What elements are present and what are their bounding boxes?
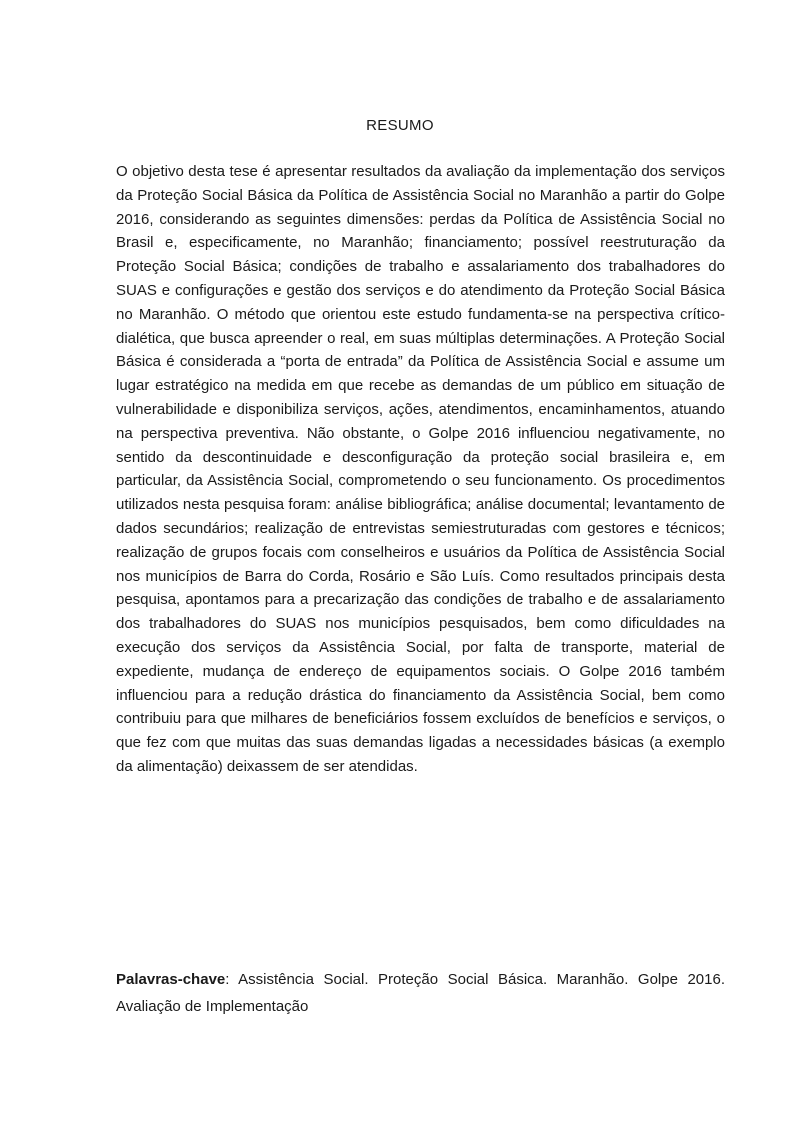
keywords-paragraph bbox=[116, 967, 725, 1020]
abstract-paragraph: O objetivo desta tese é apresentar resultados da avaliação da implementação dos serviços da Proteção Social Básica da Política de Assistência Social no Maranhão a partir do Golpe 2016, considerando as seguintes dimensões: perdas da Política de Assistência Social no Brasil e, especificamente, no Maranhão; financiamento; possível reestruturação da Proteção Social Básica; condições de trabalho e assalariamento dos trabalhadores do SUAS e configurações e gestão dos serviços e do atendimento da Proteção Social Básica no Maranhão. O método que orientou este estudo fundamenta-se na perspectiva crítico-dialética, que busca apreender o real, em suas múltiplas determinações. A Proteção Social Básica é considerada a “porta de entrada” da Política de Assistência Social e assume um lugar estratégico na medida em que recebe as demandas de um público em situação de vulnerabilidade e disponibiliza serviços, ações, atendimentos, encaminhamentos, atuando na perspectiva preventiva. Não obstante, o Golpe 2016 influenciou negativamente, no sentido da descontinuidade e desconfiguração da proteção social brasileira e, em particular, da Assistência Social, comprometendo o seu funcionamento. Os procedimentos utilizados nesta pesquisa foram: análise bibliográfica; análise documental; levantamento de dados secundários; realização de entrevistas semiestruturadas com gestores e técnicos; realização de grupos focais com conselheiros e usuários da Política de Assistência Social nos municípios de Barra do Corda, Rosário e São Luís. Como resultados principais desta pesquisa, apontamos para a precarização das condições de trabalho e de assalariamento dos trabalhadores do SUAS nos municípios pesquisados, bem como dificuldades na execução dos serviços da Assistência Social, por falta de transporte, material de expediente, mudança de endereço de equipamentos sociais. O Golpe 2016 também influenciou para a redução drástica do financiamento da Assistência Social, bem como contribuiu para que milhares de beneficiários fossem excluídos de benefícios e serviços, o que fez com que muitas das suas demandas ligadas a necessidades básicas (a exemplo da alimentação) deixassem de ser atendidas. bbox=[116, 163, 725, 775]
keywords-label: Palavras-chave bbox=[116, 971, 226, 988]
page-title: RESUMO bbox=[366, 117, 434, 134]
keywords-text: : Assistência Social. Proteção Social Básica. Maranhão. Golpe 2016. Avaliação de Implementação bbox=[116, 971, 725, 1015]
